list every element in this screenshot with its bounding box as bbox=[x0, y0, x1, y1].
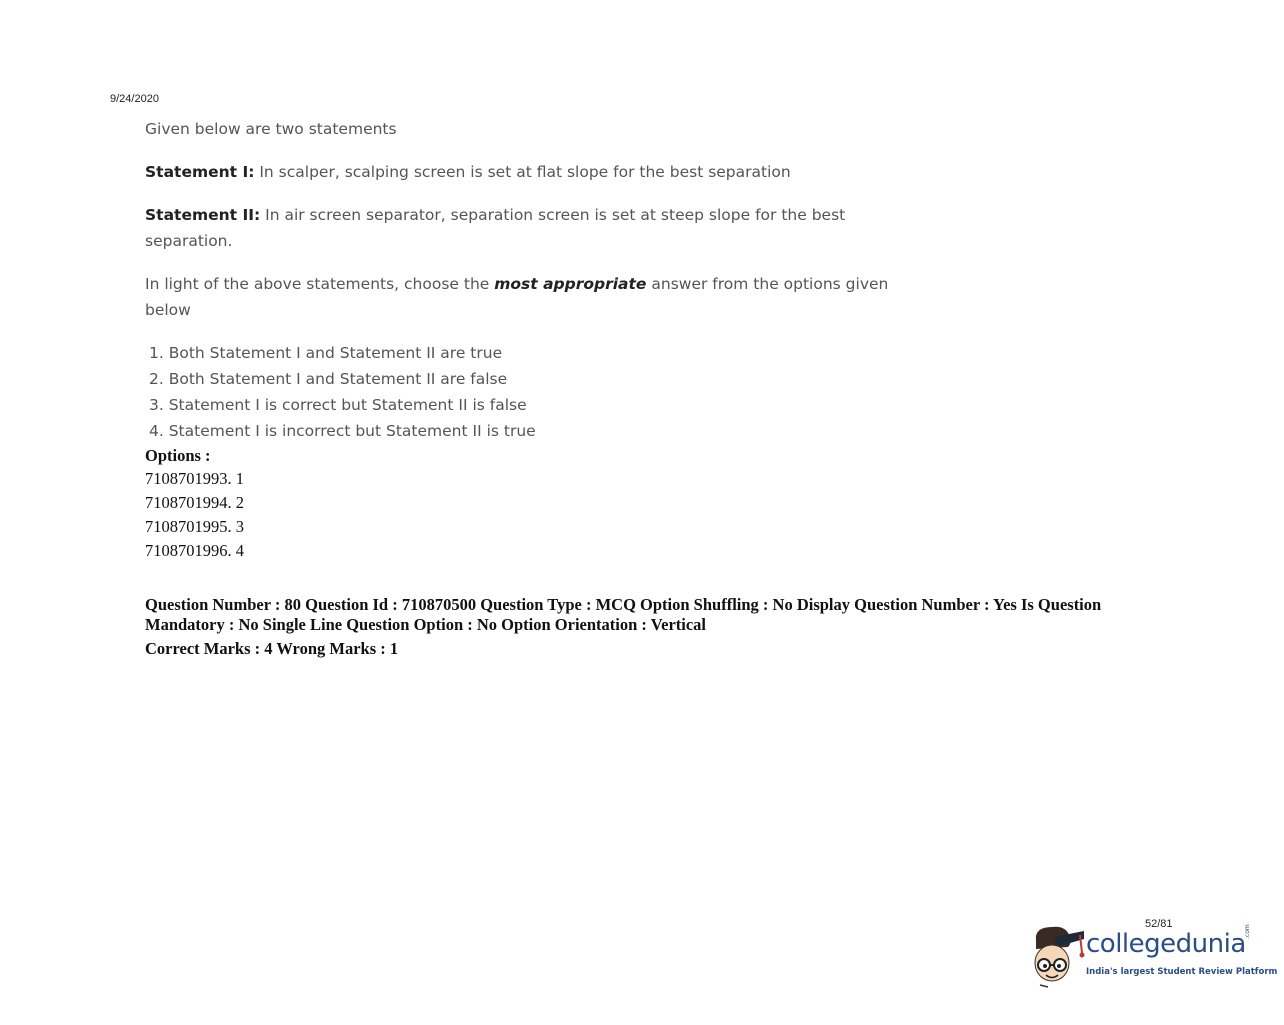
statement-2 bbox=[145, 202, 905, 254]
statement-1-label: Statement I: bbox=[145, 163, 255, 181]
instruction-before: In light of the above statements, choose the bbox=[145, 275, 495, 293]
instruction-emphasis: most appropriate bbox=[494, 275, 647, 293]
option-item: 7108701994. 2 bbox=[145, 493, 244, 512]
question-instruction bbox=[145, 271, 905, 323]
question-block bbox=[145, 116, 905, 444]
collegedunia-logo bbox=[1022, 915, 1278, 991]
statement-1-text: In scalper, scalping screen is set at flat slope for the best separation bbox=[254, 163, 791, 181]
statement-1 bbox=[145, 159, 905, 185]
statement-2-text: In air screen separator, separation screen is set at steep slope for the best separation. bbox=[145, 206, 846, 250]
option-item: 7108701996. 4 bbox=[145, 541, 244, 560]
marks-info: Correct Marks : 4 Wrong Marks : 1 bbox=[145, 639, 399, 658]
instruction-after: answer from the options given below bbox=[145, 275, 889, 319]
page-number: 52/81 bbox=[1145, 918, 1173, 930]
question-intro: Given below are two statements bbox=[145, 120, 397, 138]
option-item: 7108701993. 1 bbox=[145, 469, 244, 488]
statement-2-label: Statement II: bbox=[145, 206, 261, 224]
options-heading: Options : bbox=[145, 446, 211, 465]
choice-item: 4. Statement I is incorrect but Statement II is true bbox=[149, 422, 536, 440]
mascot-icon bbox=[1022, 919, 1086, 989]
choice-item: 3. Statement I is correct but Statement II is false bbox=[149, 396, 527, 414]
logo-tagline: India's largest Student Review Platform bbox=[1086, 967, 1278, 977]
logo-wordmark: collegedunia bbox=[1086, 929, 1246, 959]
question-metadata bbox=[145, 595, 1165, 659]
options-list bbox=[145, 445, 244, 563]
print-date: 9/24/2020 bbox=[110, 93, 159, 105]
logo-suffix: .com bbox=[1244, 924, 1251, 939]
choice-item: 1. Both Statement I and Statement II are true bbox=[149, 344, 503, 362]
answer-choices bbox=[145, 340, 905, 444]
choice-item: 2. Both Statement I and Statement II are false bbox=[149, 370, 508, 388]
option-item: 7108701995. 3 bbox=[145, 517, 244, 536]
metadata-details: Question Number : 80 Question Id : 710870500 Question Type : MCQ Option Shuffling : No Display Question Number : Yes Is Question Mandatory : No Single Line Question Option : No Option Orientation : Vertical bbox=[145, 595, 1102, 634]
